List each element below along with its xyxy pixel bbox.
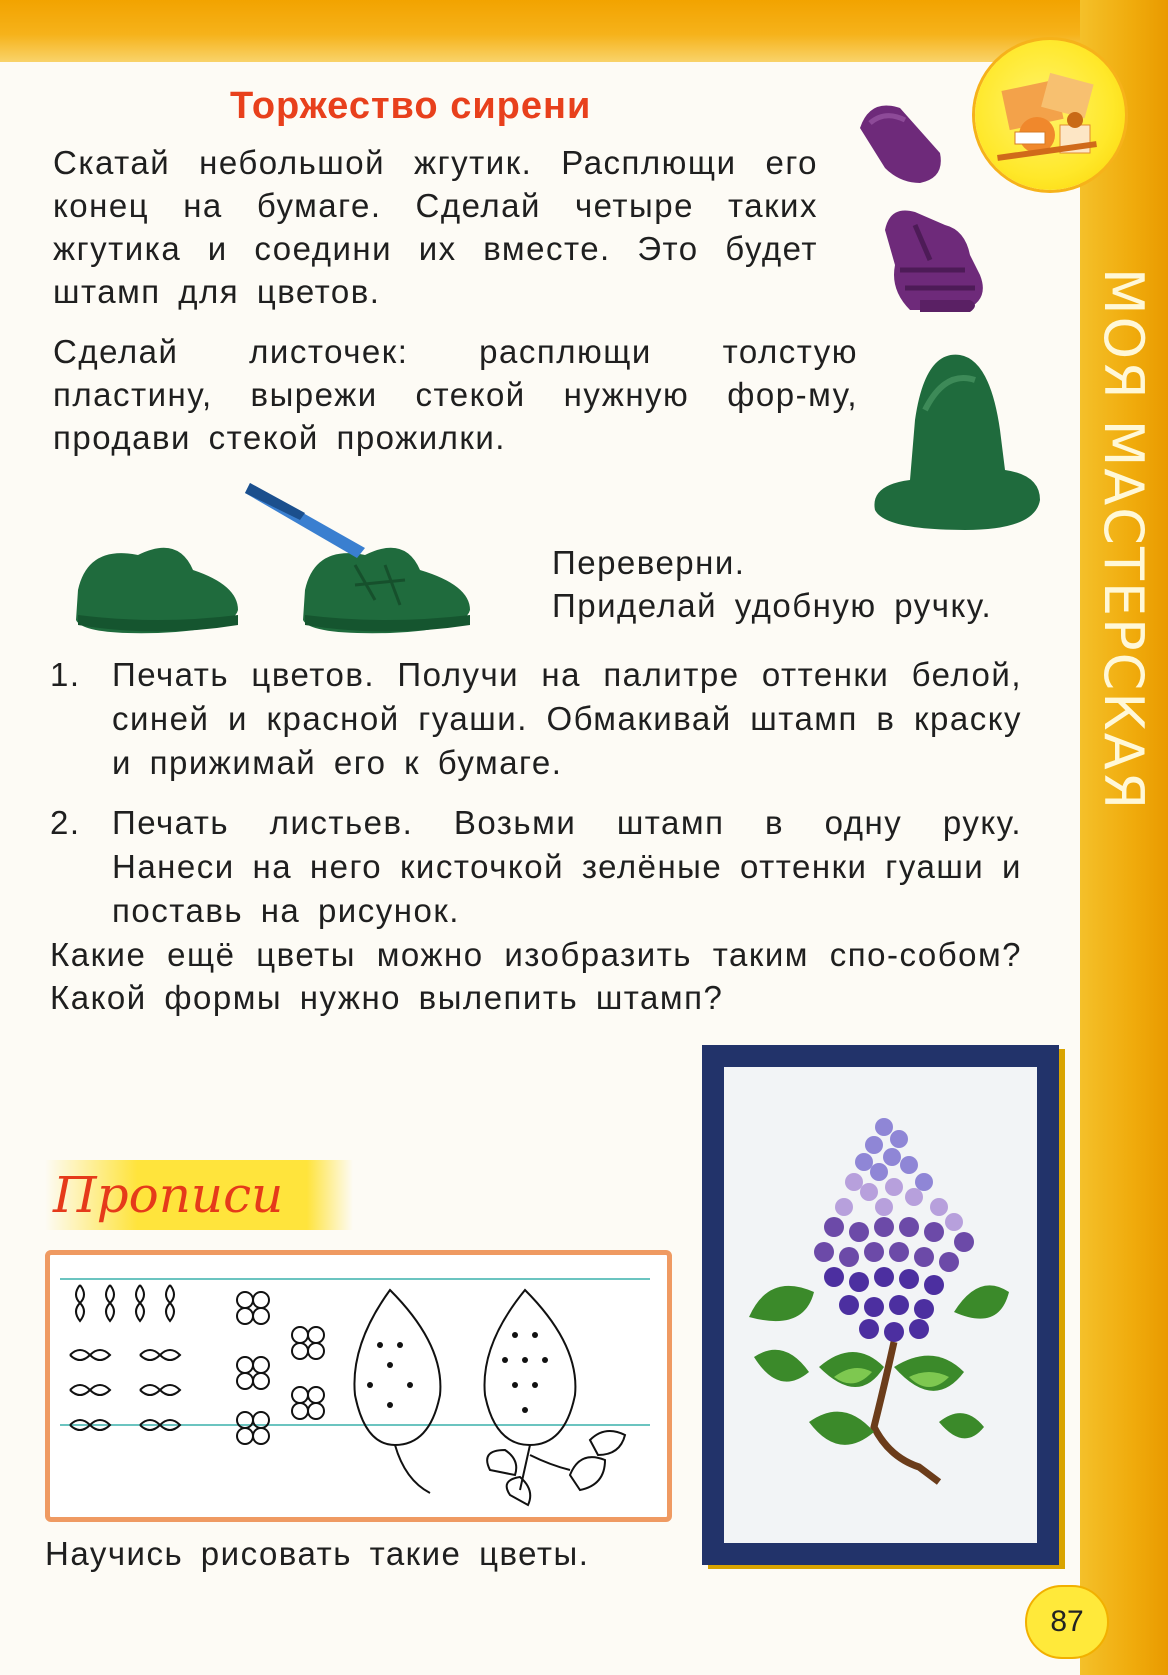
lilac-painting	[724, 1067, 1037, 1543]
step-number: 1.	[50, 656, 81, 693]
propisi-drawing	[50, 1255, 657, 1507]
stack-tool-icon	[245, 478, 375, 568]
lilac-painting-image	[724, 1067, 1037, 1543]
clay-handle-illustration	[865, 350, 1045, 540]
clay-roll-illustration	[850, 98, 950, 188]
clay-stamp-illustration	[870, 200, 1010, 330]
instruction-flip-line2: Приделай удобную ручку.	[552, 587, 993, 624]
lesson-title: Торжество сирени	[230, 85, 592, 127]
step-text: Печать листьев. Возьми штамп в одну руку. Нанеси на него кисточкой зелёные оттенки гуаши и поставь на рисунок.	[112, 804, 1022, 929]
step-text: Печать цветов. Получи на палитре оттенки белой, синей и красной гуаши. Обмакивай штамп в краску и прижимай его к бумаге.	[112, 656, 1022, 781]
clay-leaf-illustration	[68, 530, 248, 640]
instruction-flip	[552, 541, 1072, 627]
section-logo	[975, 40, 1125, 190]
lilac-painting-frame	[702, 1045, 1059, 1565]
instruction-flip-line1: Переверни.	[552, 544, 746, 581]
instruction-make-leaf: Сделай листочек: расплющи толстую пластину, вырежи стекой нужную фор-му, продави стекой прожилки.	[53, 333, 858, 456]
instruction-roll-clay: Скатай небольшой жгутик. Расплющи его конец на бумаге. Сделай четыре таких жгутика и соедини их вместе. Это будет штамп для цветов.	[53, 144, 818, 310]
step-number: 2.	[50, 804, 81, 841]
page-number: 87	[1025, 1585, 1109, 1659]
step-print-flowers	[50, 653, 1022, 793]
propisi-heading: Прописи	[45, 1160, 353, 1230]
propisi-practice-box	[45, 1250, 672, 1522]
section-side-label: МОЯ МАСТЕРСКАЯ	[1092, 268, 1155, 812]
step-print-leaves	[50, 801, 1022, 941]
art-supplies-icon	[975, 40, 1125, 190]
propisi-caption: Научись рисовать такие цветы.	[45, 1535, 590, 1572]
question-text: Какие ещё цветы можно изобразить таким спо-собом? Какой формы нужно вылепить штамп?	[50, 936, 1022, 1016]
